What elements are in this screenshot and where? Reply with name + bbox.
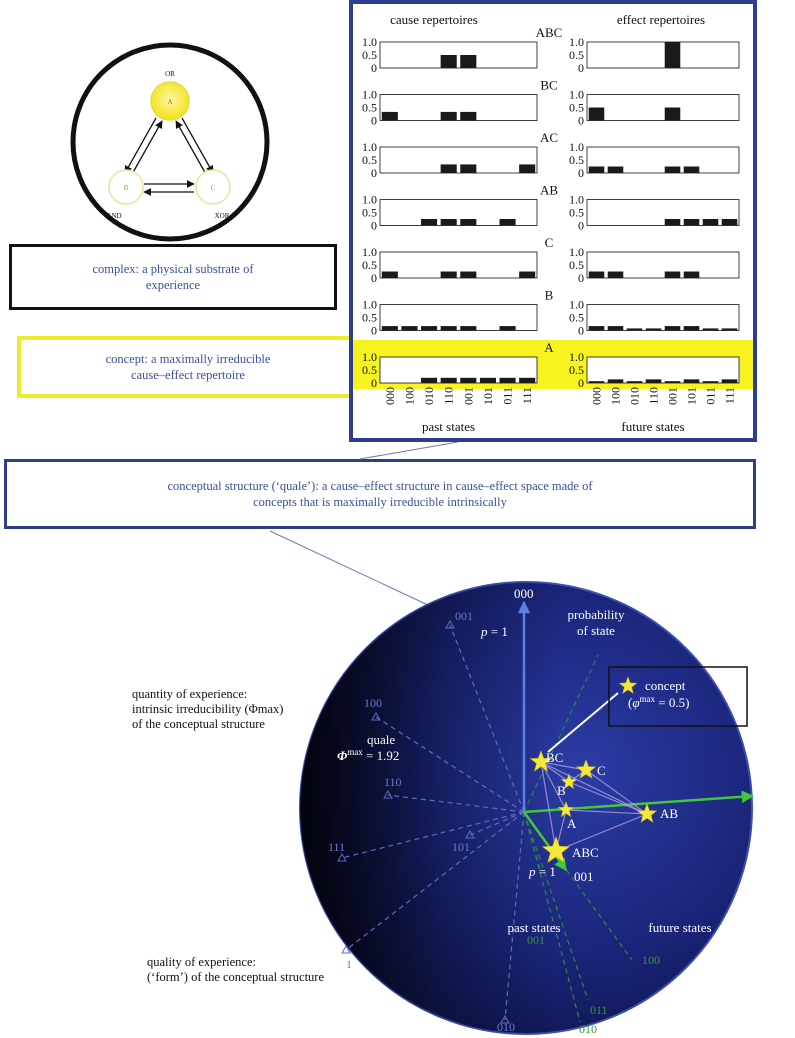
row-label-a: A <box>544 340 554 355</box>
ytick-label: 0 <box>371 376 377 390</box>
xtick-label: 010 <box>422 387 437 405</box>
ytick-label: 0 <box>371 271 377 285</box>
ytick-label: 0.5 <box>362 205 377 220</box>
ytick-label: 0.5 <box>362 100 377 115</box>
concept-label-abc: ABC <box>572 845 599 860</box>
ytick-label: 1.0 <box>362 192 377 207</box>
quality-line-2: (‘form’) of the conceptual structure <box>147 970 325 984</box>
effect-column-title: effect repertoires <box>616 12 706 27</box>
svg-text:OR: OR <box>165 70 175 78</box>
ytick-label: 0.5 <box>362 48 377 62</box>
xtick-label: 101 <box>684 387 699 405</box>
ytick-label: 0.5 <box>362 153 377 167</box>
xtick-label: 011 <box>703 387 718 405</box>
row-label-bc: BC <box>540 77 558 93</box>
ytick-label: 0.5 <box>569 153 584 167</box>
future-states-label: future states <box>648 920 712 935</box>
axis-label-101: 101 <box>763 789 783 804</box>
ytick-label: 0 <box>578 113 584 128</box>
ytick-label: 1.0 <box>362 87 377 102</box>
legend-phi-label: $(\varphi^{max} = 0.5)$ <box>628 694 690 710</box>
ytick-label: 0.5 <box>569 48 584 62</box>
quantity-line-1: quantity of experience: <box>132 687 248 701</box>
ytick-label: 0 <box>578 271 584 285</box>
ytick-label: 1.0 <box>362 350 377 364</box>
ytick-label: 1.0 <box>569 87 584 102</box>
p-label-top: p = 1 <box>481 624 508 639</box>
ytick-label: 0.5 <box>569 258 584 272</box>
probability-label: probability <box>567 607 625 622</box>
ytick-label: 0 <box>578 376 584 390</box>
quale-text: conceptual structure (‘quale’): a cause–effect structure in cause–effect space made of concepts that is maximally irreducible intrinsically <box>167 479 593 509</box>
xtick-label: 011 <box>500 387 515 405</box>
quality-annotation <box>147 955 324 985</box>
xtick-label: 100 <box>402 387 417 405</box>
axis-label-faded: 101 <box>452 840 470 854</box>
phi-value: $\Phi^{max} = 1.92$ <box>337 747 400 763</box>
xtick-label: 110 <box>646 387 661 405</box>
axis-label-000: 000 <box>514 586 534 601</box>
xtick-label: 000 <box>589 387 604 405</box>
ytick-label: 1.0 <box>362 35 377 49</box>
x-title-cause: past states <box>421 419 476 434</box>
probability-label-2: of state <box>577 623 615 638</box>
xtick-label: 000 <box>382 387 397 405</box>
concept-label-a: A <box>567 816 577 831</box>
ytick-label: 1.0 <box>569 140 584 154</box>
row-label-c: C <box>544 235 554 250</box>
axis-label-green: 011 <box>590 1003 608 1017</box>
ytick-label: 0.5 <box>362 258 377 272</box>
ytick-label: 0 <box>578 166 584 180</box>
quantity-line-3: of the conceptual structure <box>132 717 265 731</box>
axis-label-green: 100 <box>642 953 660 967</box>
axis-label-green: 001 <box>527 933 545 947</box>
ytick-label: 1.0 <box>569 35 584 49</box>
svg-text:AND: AND <box>106 212 122 220</box>
p-label-bottom: p = 1 <box>529 864 556 879</box>
x-title-effect: future states <box>621 419 685 434</box>
xtick-label: 110 <box>441 387 456 405</box>
ytick-label: 0 <box>371 61 377 75</box>
axis-label-faded: 110 <box>384 775 402 789</box>
ytick-label: 1.0 <box>362 140 377 154</box>
xtick-label: 010 <box>627 387 642 405</box>
concept-text: concept: a maximally irreducible cause–effect repertoire <box>105 352 271 382</box>
ytick-label: 1.0 <box>569 297 584 312</box>
axis-label-faded: 001 <box>455 609 473 623</box>
ytick-label: 1.0 <box>569 192 584 207</box>
ytick-label: 0 <box>578 323 584 338</box>
concept-label-b: B <box>557 783 566 798</box>
row-label-ab: AB <box>539 182 559 198</box>
ytick-label: 0 <box>371 166 377 180</box>
concept-label-c: C <box>597 763 606 778</box>
quality-line-1: quality of experience: <box>147 955 256 969</box>
ytick-label: 1.0 <box>569 245 584 259</box>
legend-concept-label: concept <box>645 678 686 693</box>
ytick-label: 0 <box>371 218 377 233</box>
ytick-label: 0.5 <box>569 100 584 115</box>
xtick-label: 001 <box>461 387 476 405</box>
row-label-abc: ABC <box>535 25 563 40</box>
xtick-label: 101 <box>480 387 495 405</box>
ytick-label: 0.5 <box>569 205 584 220</box>
row-label-b: B <box>544 287 554 303</box>
ytick-label: 0 <box>578 218 584 233</box>
xtick-label: 100 <box>608 387 623 405</box>
axis-label-faded: 100 <box>364 696 382 710</box>
ytick-label: 0 <box>371 323 377 338</box>
quale-label: quale <box>367 732 396 747</box>
ytick-label: 0.5 <box>362 310 377 325</box>
ytick-label: 0.5 <box>362 363 377 377</box>
svg-text:A: A <box>167 98 173 106</box>
ytick-label: 0.5 <box>569 363 584 377</box>
complex-text: complex: a physical substrate of experience <box>92 262 254 292</box>
axis-label-faded: 010 <box>497 1020 515 1034</box>
quantity-annotation <box>132 687 283 732</box>
concept-label-ab: AB <box>660 806 679 821</box>
ytick-label: 0 <box>371 113 377 128</box>
axis-label-001: 001 <box>574 869 594 884</box>
cause-column-title: cause repertoires <box>390 12 478 27</box>
ytick-label: 1.0 <box>569 350 584 364</box>
axis-label-faded: 111 <box>328 840 346 854</box>
row-label-ac: AC <box>539 130 559 145</box>
svg-text:C: C <box>210 184 216 192</box>
svg-text:XOR: XOR <box>214 212 230 220</box>
ytick-label: 0 <box>578 61 584 75</box>
xtick-label: 111 <box>520 387 535 405</box>
axis-label-green: 010 <box>579 1022 597 1036</box>
xtick-label: 001 <box>665 387 680 405</box>
svg-text:B: B <box>123 184 129 192</box>
ytick-label: 1.0 <box>362 297 377 312</box>
ytick-label: 1.0 <box>362 245 377 259</box>
past-states-label: past states <box>507 920 561 935</box>
ytick-label: 0.5 <box>569 310 584 325</box>
xtick-label: 111 <box>722 387 737 405</box>
concept-label-bc: BC <box>546 750 564 765</box>
axis-label-faded: 1 <box>346 957 352 971</box>
quantity-line-2: intrinsic irreducibility (Φmax) <box>132 702 284 716</box>
